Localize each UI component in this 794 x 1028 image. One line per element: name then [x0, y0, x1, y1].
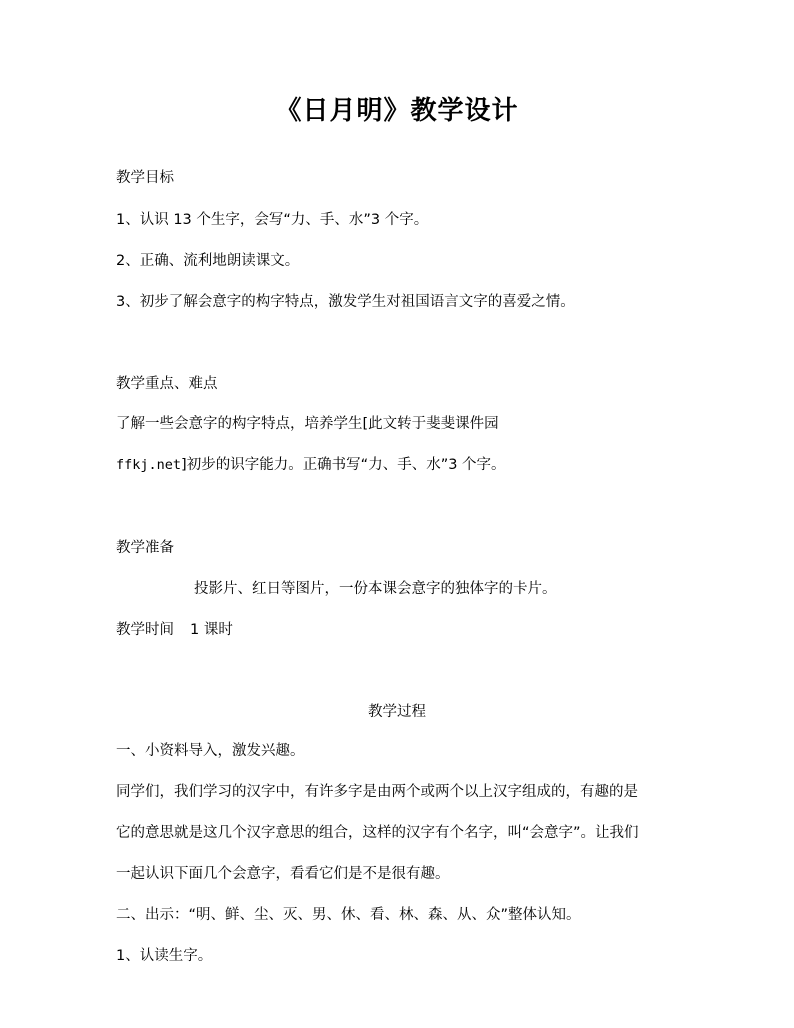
goal-item-3: 3、初步了解会意字的构字特点，激发学生对祖国语言文字的喜爱之情。 [116, 294, 575, 310]
goals-heading: 教学目标 [116, 170, 174, 186]
step-1-paragraph-line-2: 它的意思就是这几个汉字意思的组合，这样的汉字有个名字，叫“会意字”。让我们 [116, 825, 639, 841]
process-heading: 教学过程 [368, 704, 426, 720]
key-points-heading: 教学重点、难点 [116, 376, 218, 392]
key-points-line-1: 了解一些会意字的构字特点，培养学生[此文转于斐斐课件园 [116, 416, 499, 432]
key-points-link-text: ffkj.net [116, 457, 182, 473]
step-2-heading: 二、出示：“明、鲜、尘、灭、男、休、看、林、森、从、众”整体认知。 [116, 907, 581, 923]
preparation-text: 投影片、红日等图片，一份本课会意字的独体字的卡片。 [194, 581, 557, 597]
key-points-line-2 [116, 455, 506, 475]
time-row [116, 620, 233, 640]
step-1-heading: 一、小资料导入，激发兴趣。 [116, 743, 305, 759]
time-label: 教学时间 [116, 622, 174, 638]
key-points-line-2-rest: ]初步的识字能力。正确书写“力、手、水”3 个字。 [181, 457, 506, 473]
goal-item-1: 1、认识 13 个生字，会写“力、手、水”3 个字。 [116, 212, 429, 228]
time-value: 1 课时 [190, 622, 233, 638]
step-1-paragraph-line-3: 一起认识下面几个会意字，看看它们是不是很有趣。 [116, 866, 450, 882]
goal-item-2: 2、正确、流利地朗读课文。 [116, 253, 300, 269]
step-2-item-1: 1、认读生字。 [116, 948, 213, 964]
step-1-paragraph-line-1: 同学们，我们学习的汉字中，有许多字是由两个或两个以上汉字组成的，有趣的是 [116, 784, 638, 800]
document-title: 《日月明》教学设计 [275, 96, 519, 126]
preparation-heading: 教学准备 [116, 540, 174, 556]
